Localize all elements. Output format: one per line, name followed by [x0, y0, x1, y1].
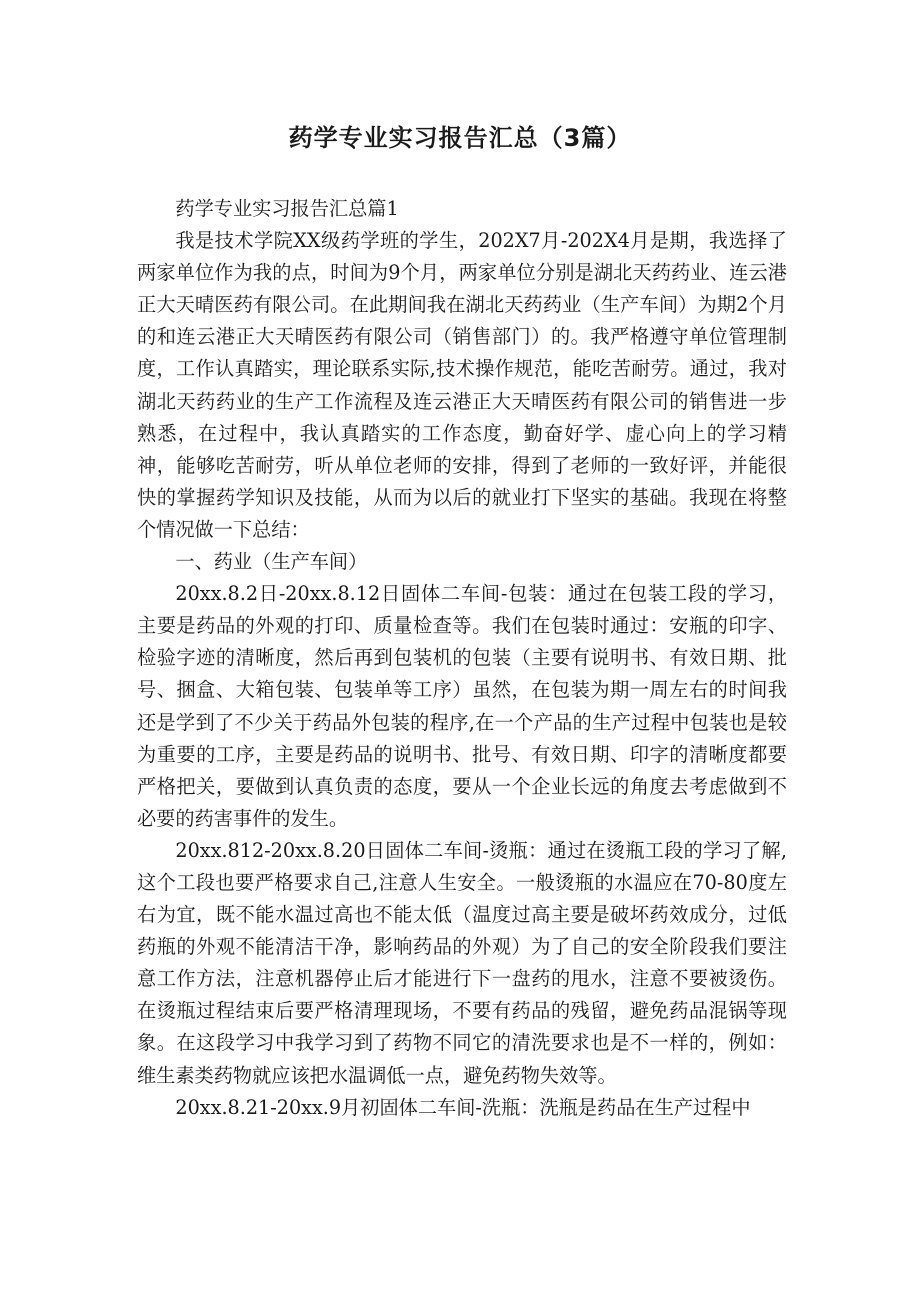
paragraph-packaging: 20xx.8.2日-20xx.8.12日固体二车间-包装：通过在包装工段的学习，主要是药品的外观的打印、质量检查等。我们在包装时通过：安瓶的印字、检验字迹的清晰度，然后再到包装机的包装（主要有说明书、有效日期、批号、捆盒、大箱包装、包装单等工序）虽然，在包装为期一周左右的时间我还是学到了不少关于药品外包装的程序,在一个产品的生产过程中包装也是较为重要的工序，主要是药品的说明书、批号、有效日期、印字的清晰度都要严格把关，要做到认真负责的态度，要从一个企业长远的角度去考虑做到不必要的药害事件的发生。: [137, 582, 787, 830]
paragraph-intro: 我是技术学院XX级药学班的学生，202X7月-202X4月是期，我选择了两家单位作为我的点，时间为9个月，两家单位分别是湖北天药药业、连云港正大天晴医药有限公司。在此期间我在湖北天药药业（生产车间）为期2个月的和连云港正大天晴医药有限公司（销售部门）的。我严格遵守单位管理制度，工作认真踏实，理论联系实际,技术操作规范，能吃苦耐劳。通过，我对湖北天药药业的生产工作流程及连云港正大天晴医药有限公司的销售进一步熟悉，在过程中，我认真踏实的工作态度，勤奋好学、虚心向上的学习精神，能够吃苦耐劳，听从单位老师的安排，得到了老师的一致好评，并能很快的掌握药学知识及技能，从而为以后的就业打下坚实的基础。我现在将整个情况做一下总结：: [137, 229, 787, 541]
section-heading: 药学专业实习报告汇总篇1: [175, 197, 399, 220]
document-body: [137, 193, 787, 1124]
paragraph-bottle-scalding: 20xx.812-20xx.8.20日固体二车间-烫瓶：通过在烫瓶工段的学习了解,这个工段也要严格要求自己,注意人生安全。一般烫瓶的水温应在70-80度左右为宜，既不能水温过高也不能太低（温度过高主要是破坏药效成分，过低药瓶的外观不能清洁干净，影响药品的外观）为了自己的安全阶段我们要注意工作方法，注意机器停止后才能进行下一盘药的甩水，注意不要被烫伤。在烫瓶过程结束后要严格清理现场，不要有药品的残留，避免药品混锅等现象。在这段学习中我学习到了药物不同它的清洗要求也是不一样的，例如：维生素类药物就应该把水温调低一点，避免药物失效等。: [137, 838, 787, 1087]
document-title: 药学专业实习报告汇总（3篇）: [288, 124, 632, 152]
subheading-production: 一、药业（生产车间）: [175, 550, 368, 574]
paragraph-bottle-washing: 20xx.8.21-20xx.9月初固体二车间-洗瓶：洗瓶是药品在生产过程中: [175, 1095, 751, 1119]
